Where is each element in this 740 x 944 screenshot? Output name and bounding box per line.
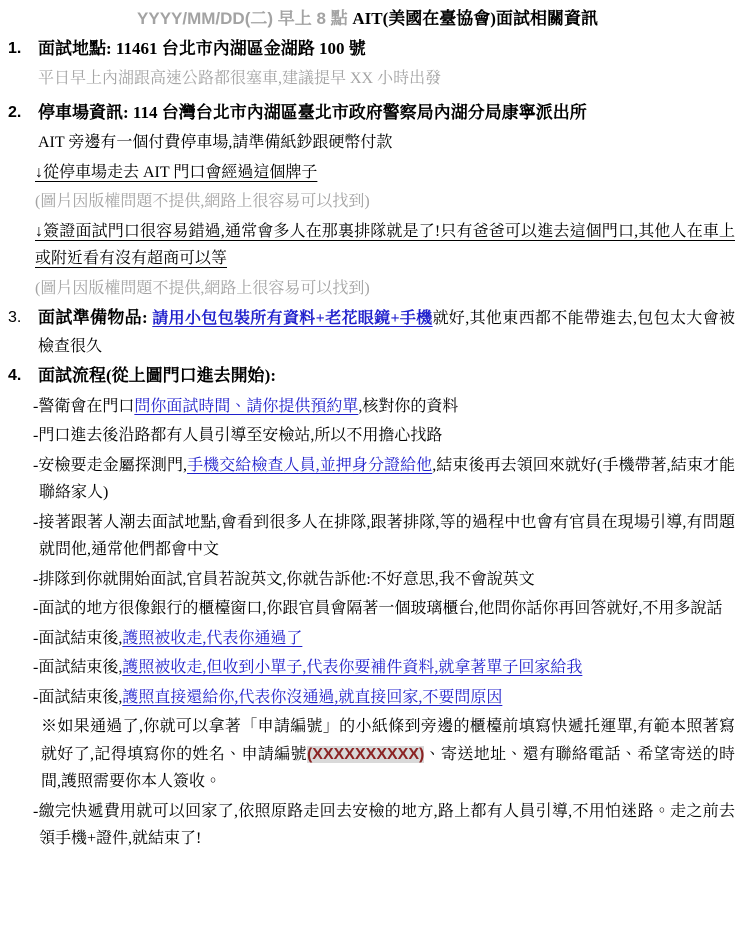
step-security-check-post: ,結束後再去領回來就好(手機帶著,結束才能聯絡家人): [39, 456, 735, 501]
item-3: [0, 304, 735, 360]
gate-pointer-text: ↓簽證面試門口很容易錯過,通常會多人在那裏排隊就是了!只有爸爸可以進去這個門口,其他人在車上或附近看有沒有超商可以等: [35, 222, 735, 267]
step-guard-check: [33, 393, 735, 421]
item-4-heading-interview-process: 面試流程(從上圖門口進去開始):: [38, 366, 276, 385]
step-result-passed-pre: -面試結束後,: [33, 629, 123, 647]
step-security-check: [33, 452, 735, 507]
item-4: [0, 362, 735, 391]
step-result-not-passed-pre: -面試結束後,: [33, 688, 123, 706]
step-counter-window: -面試的地方很像銀行的櫃檯窗口,你跟官員會隔著一個玻璃櫃台,他問你話你再回答就好,不用多說話: [33, 600, 723, 617]
step-result-not-passed: [33, 684, 735, 712]
item-4-number: 4.: [8, 367, 22, 384]
item-2-heading-parking-info: 停車場資訊: 114 台灣台北市內湖區臺北市政府警察局內湖分局康寧派出所: [38, 102, 587, 122]
step-english-response: -排隊到你就開始面試,官員若說英文,你就告訴他:不好意思,我不會說英文: [33, 570, 535, 588]
item-2: [0, 99, 735, 128]
item-3-number: 3.: [8, 309, 22, 326]
step-result-additional-docs-pre: -面試結束後,: [33, 659, 123, 676]
title-main: AIT(美國在臺協會)面試相關資訊: [352, 9, 598, 28]
step-result-not-passed-emphasis: 護照直接還給你,代表你沒通過,就直接回家,不要問原因: [122, 688, 503, 706]
step-guided-path: -門口進去後沿路都有人員引導至安檢站,所以不用擔心找路: [33, 427, 443, 444]
no-image-note-2: (圖片因版權問題不提供,網路上很容易可以找到): [35, 279, 370, 297]
step-security-check-pre: -安檢要走金屬探測門,: [33, 456, 188, 474]
step-result-passed: [33, 625, 735, 653]
document-title: [0, 5, 735, 33]
step-guard-check-post: ,核對你的資料: [358, 397, 459, 415]
no-image-note-1: (圖片因版權問題不提供,網路上很容易可以找到): [35, 193, 370, 210]
parking-payment-note: AIT 旁邊有一個付費停車場,請準備紙鈔跟硬幣付款: [38, 134, 393, 151]
item-2-number: 2.: [8, 103, 22, 121]
sign-pointer-text: ↓從停車場走去 AIT 門口會經過這個牌子: [35, 163, 318, 181]
application-number-masked: (XXXXXXXXXX): [306, 745, 425, 763]
title-date-time: YYYY/MM/DD(二) 早上 8 點: [137, 9, 353, 28]
gate-pointer-line: [35, 218, 735, 273]
item-3-label-items-to-bring: 面試準備物品:: [38, 308, 153, 327]
step-guard-check-emphasis: 問你面試時間、請你提供預約單: [134, 397, 359, 415]
step-security-check-emphasis: 手機交給檢查人員,並押身分證給他: [187, 456, 433, 474]
step-guard-check-pre: -警衛會在門口: [33, 397, 135, 415]
item-1: [0, 35, 735, 64]
passed-courier-note: [41, 713, 735, 796]
traffic-advice-note: 平日早上內湖跟高速公路都很塞車,建議提早 XX 小時出發: [38, 70, 442, 87]
sign-pointer-line: [35, 159, 735, 187]
passed-courier-note-post: 、寄送地址、還有聯絡電話、希望寄送的時間,護照需要你本人簽收。: [41, 745, 735, 790]
step-final-go-home: -繳完快遞費用就可以回家了,依照原路走回去安檢的地方,路上都有人員引導,不用怕迷路。走之前去領手機+證件,就結束了!: [33, 802, 735, 847]
step-follow-crowd: -接著跟著人潮去面試地點,會看到很多人在排隊,跟著排隊,等的過程中也會有官員在現場引導,有問題就問他,通常他們都會中文: [33, 513, 735, 558]
passed-courier-note-pre: ※如果通過了,你就可以拿著「申請編號」的小紙條到旁邊的櫃檯前填寫快遞托運單,有範本照著寫就好了,記得填寫你的姓名、申請編號: [41, 718, 735, 763]
step-result-additional-docs: [33, 654, 735, 682]
item-3-rest-text: 就好,其他東西都不能帶進去,包包太大會被檢查很久: [38, 310, 735, 355]
step-result-additional-docs-emphasis: 護照被收走,但收到小單子,代表你要補件資料,就拿著單子回家給我: [122, 659, 583, 676]
item-1-heading-interview-location: 面試地點: 11461 台北市內湖區金湖路 100 號: [38, 38, 366, 58]
item-3-bag-emphasis: 請用小包包裝所有資料+老花眼鏡+手機: [152, 310, 433, 327]
item-1-number: 1.: [8, 39, 22, 57]
step-result-passed-emphasis: 護照被收走,代表你通過了: [122, 629, 303, 647]
